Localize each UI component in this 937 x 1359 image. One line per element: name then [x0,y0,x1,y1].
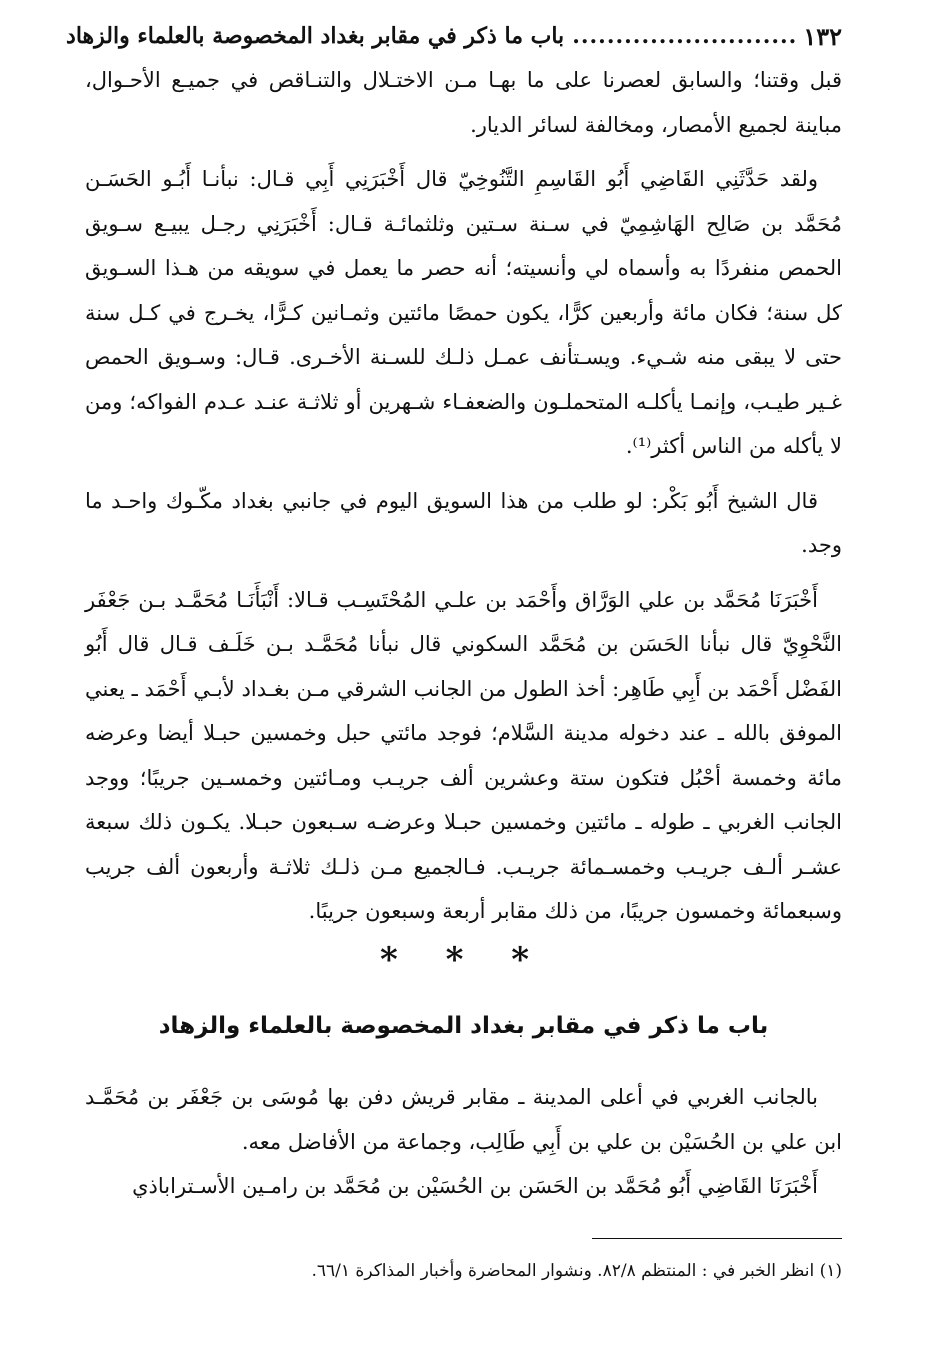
page-number: ١٣٢ [803,21,842,51]
footnote: (١) انظر الخبر في : المنتظم ٨٢/٨. ونشوار المحاضرة وأخبار المذاكرة ٦٦/١. [311,1261,842,1281]
paragraph-baghdad-measurement: أَخْبَرَنَا مُحَمَّد بن علي الوَرَّاق وأَحْمَد بن علـي المُحْتَسِـب قـالا: أَنْبَأَنَـا مُحَمَّـد بـن جَعْفَر النَّحْوِيّ قال نبأنا الحَسَن بن مُحَمَّد السكوني قال نبأنا مُحَمَّـد بـن خَلَـف قـال قال أَبُو الفَضْل أَحْمَد بن أَبِي طَاهِر: أخذ الطول من الجانب الشرقي مـن بغـداد لأبـي أَحْمَد ـ يعني الموفق بالله ـ عند دخوله مدينة السَّلام؛ فوجد مائتي حبل وخمسين حبـلا أيضا وعرضه مائة وخمسة أحْبُل فتكون ستة وعشرين ألف جريـب ومـائتين وخمسـين جريبًا؛ ووجد الجانب الغربي ـ طوله ـ مائتين وخمسين حبـلا وعرضـه سـبعون حبـلا. يكـون ذلك سبعة عشـر ألـف جريـب وخمسـمائة جريـب. فـالجميع مـن ذلـك ثلاثـة وأربعون ألف جريب وسبعمائة وخمسون جريبًا، من ذلك مقابر أربعة وسبعون جريبًا. [85,587,842,923]
paragraph-tanukhi-narration: ولقد حَدَّثَنِي القَاضِي أَبُو القَاسِمِ التَّنُوخِيّ قال أَخْبَرَنِي أَبِي قـال: نبأنـا أَبُـو الحَسَـن مُحَمَّد بن صَالِح الهَاشِمِيّ في سـنة سـتين وثلثمائـة قـال: أَخْبَرَنِي رجـل يبيـع سـويق الحمص منفردًا به وأسماه لي وأنسيته؛ أنه حصر ما يعمل في سويقه من هـذا السـويق كل سنة؛ فكان مائة وأربعين كرًّا، يكون حمصًا مائتين وثمـانين كـرًّا، يخـرج في كـل سنة حتى لا يبقى منه شـيء. ويسـتأنف عمـل ذلـك للسـنة الأخـرى. قـال: وسـويق الحمص غـير طيـب، وإنمـا يأكلـه المتحملـون والضعفـاء شـهرين أو ثلاثـة عنـد عـدم الفواكه؛ ومن لا يأكله من الناس أكثر⁽¹⁾. [85,167,842,458]
section-text [85,1075,842,1209]
header-dots: .......................... [572,23,798,49]
book-page [66,0,842,1359]
running-header-title: باب ما ذكر في مقابر بغداد المخصوصة بالعلماء والزهاد [66,23,565,49]
footnote-divider [592,1238,842,1239]
main-text [85,58,842,944]
paragraph-continuation: قبل وقتنا؛ والسابق لعصرنا على ما بهـا مـن الاختـلال والتنـاقص في جميـع الأحـوال، مباينة لجميع الأمصار، ومخالفة لسائر الديار. [85,68,842,137]
section-heading: باب ما ذكر في مقابر بغداد المخصوصة بالعلماء والزهاد [158,1013,769,1039]
section-paragraph-isnad: أَخْبَرَنَا القَاضِي أَبُو مُحَمَّد بن الحَسَن بن الحُسَيْن بن مُحَمَّد بن رامـين الأسـتراباذي [132,1174,818,1198]
section-separator-asterisks: * * * [379,940,547,980]
running-header [66,16,842,56]
section-paragraph-quraysh-cemetery: بالجانب الغربي في أعلى المدينة ـ مقابر قريش دفن بها مُوسَى بن جَعْفَر بن مُحَمَّـد ابن علي بن الحُسَيْن بن علي بن أَبِي طَالِب، وجماعة من الأفاضل معه. [85,1085,842,1154]
paragraph-abu-bakr-comment: قال الشيخ أَبُو بَكْر: لو طلب من هذا السويق اليوم في جانبي بغداد مكّـوك واحـد ما وجد. [85,488,842,557]
